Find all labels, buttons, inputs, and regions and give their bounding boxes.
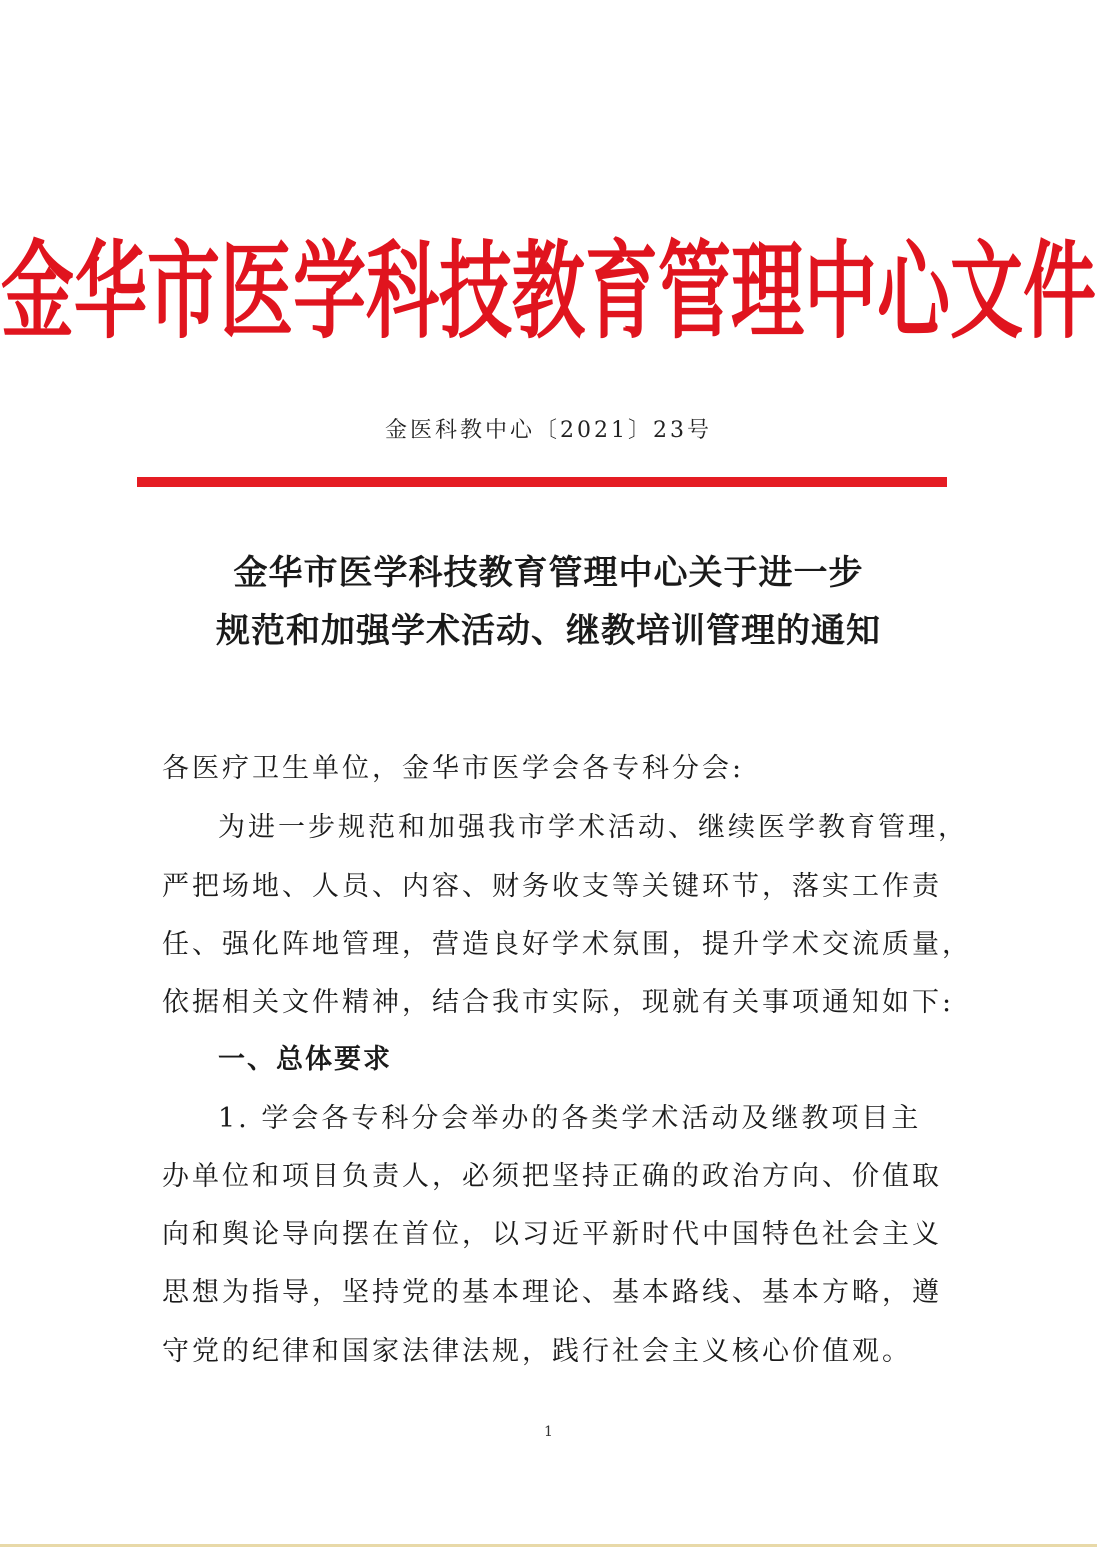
paragraph1-line-3: 任、强化阵地管理，营造良好学术氛围，提升学术交流质量，	[162, 929, 972, 960]
paragraph2-line-1: 1. 学会各专科分会举办的各类学术活动及继教项目主	[218, 1103, 922, 1134]
red-divider-line	[137, 477, 947, 487]
paragraph2-line-2: 办单位和项目负责人，必须把坚持正确的政治方向、价值取	[162, 1161, 942, 1192]
paragraph2-line-3: 向和舆论导向摆在首位，以习近平新时代中国特色社会主义	[162, 1219, 942, 1250]
page-number: 1	[544, 1424, 553, 1440]
notice-title-line-2: 规范和加强学术活动、继教培训管理的通知	[216, 611, 881, 651]
paragraph1-line-4: 依据相关文件精神，结合我市实际，现就有关事项通知如下:	[162, 987, 955, 1018]
notice-title-line-1: 金华市医学科技教育管理中心关于进一步	[233, 553, 864, 593]
section-heading: 一、总体要求	[218, 1044, 392, 1075]
paragraph2-line-4: 思想为指导，坚持党的基本理论、基本路线、基本方略，遵	[162, 1277, 942, 1308]
paragraph2-line-5: 守党的纪律和国家法律法规，践行社会主义核心价值观。	[162, 1336, 912, 1367]
document-number: 金医科教中心〔2021〕23号	[385, 418, 712, 443]
document-header-title: 金华市医学科技教育管理中心文件	[1, 230, 1096, 354]
salutation: 各医疗卫生单位，金华市医学会各专科分会:	[162, 753, 745, 784]
paragraph1-line-2: 严把场地、人员、内容、财务收支等关键环节，落实工作责	[162, 871, 942, 902]
paragraph1-line-1: 为进一步规范和加强我市学术活动、继续医学教育管理，	[218, 812, 968, 843]
